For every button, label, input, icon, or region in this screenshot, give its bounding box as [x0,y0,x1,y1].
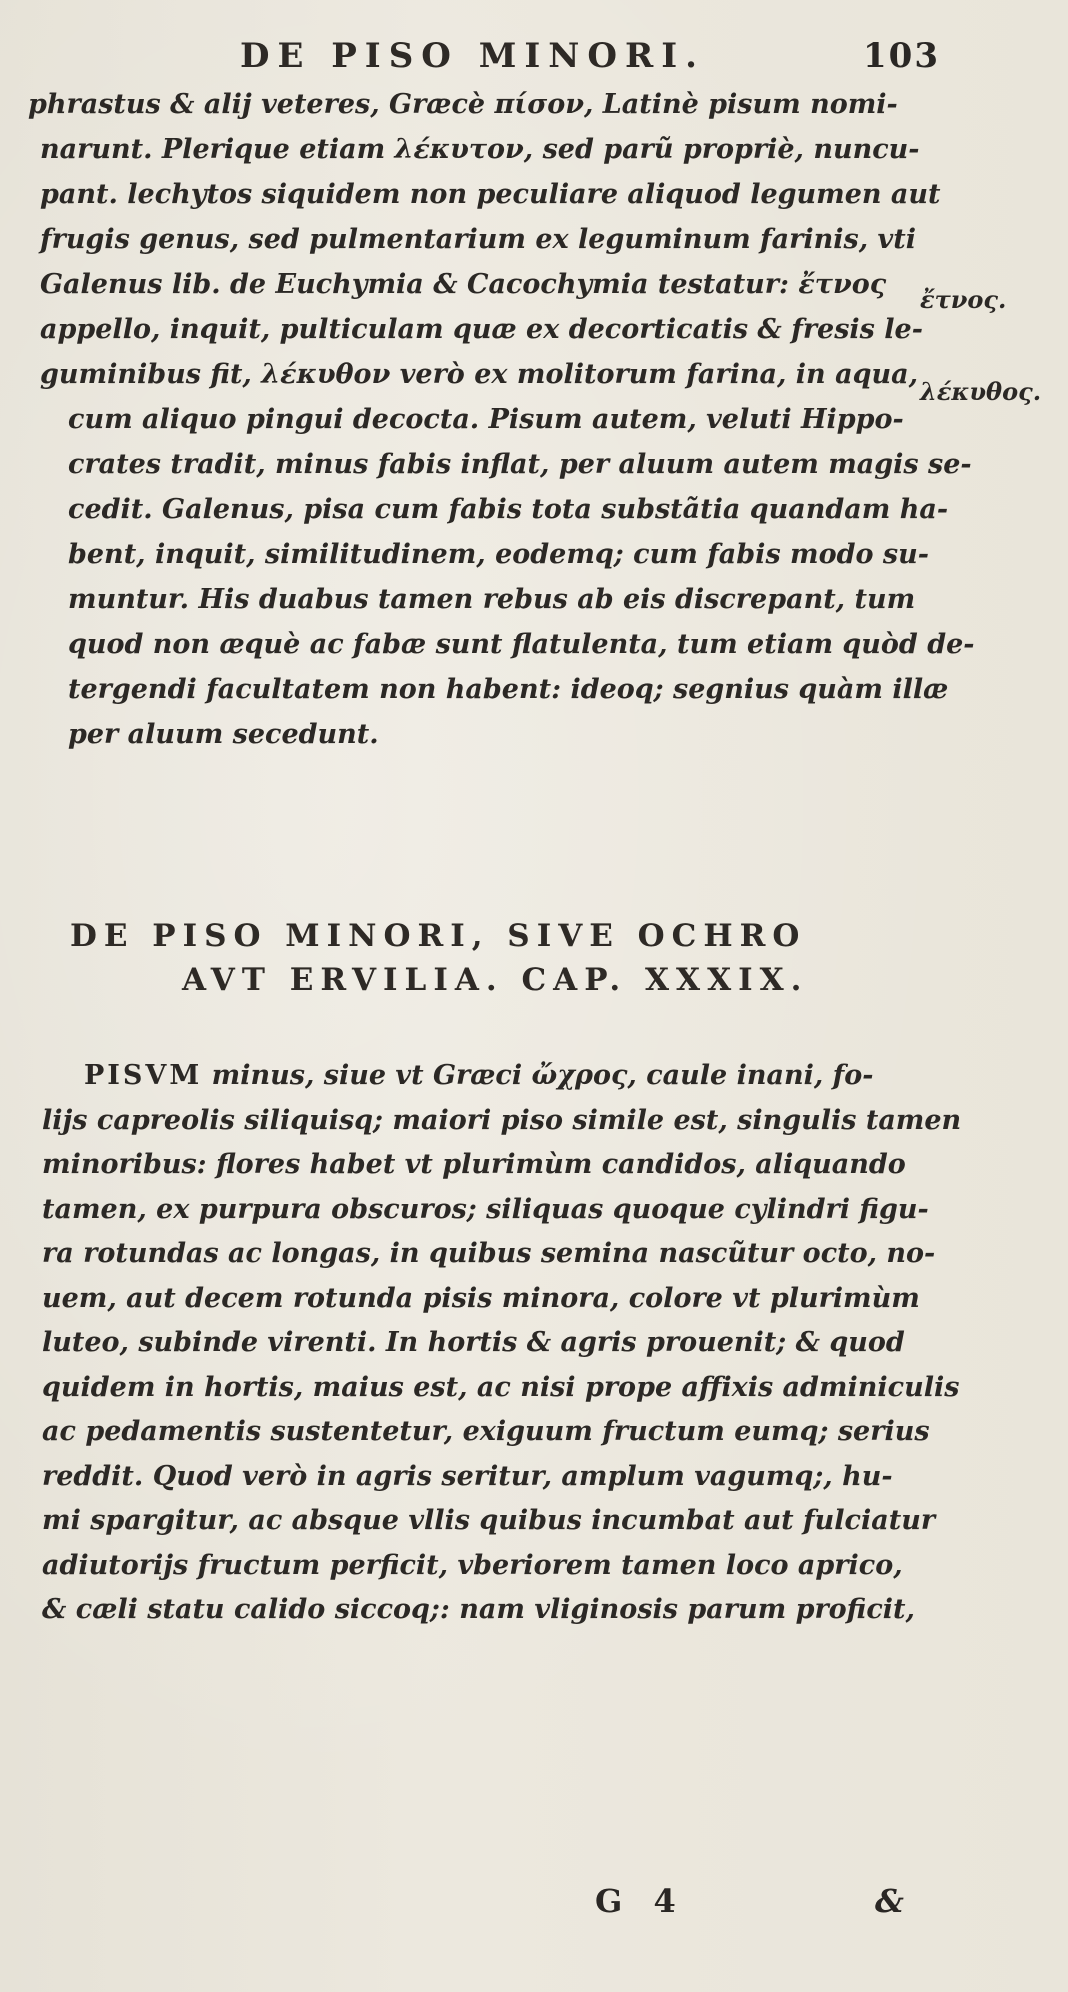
text-line: quod non æquè ac fabæ sunt flatulenta, tum etiam quòd de- [68,629,975,660]
text-line: lijs capreolis siliquisq; maiori piso simile est, singulis tamen [42,1104,962,1136]
chapter-heading [70,918,890,1006]
text-line: narunt. Plerique etiam λέκυτον, sed parũ propriè, nuncu- [40,134,920,165]
text-line: ac pedamentis sustentetur, exiguum fructum eumq; serius [42,1416,930,1447]
running-head: DE PISO MINORI. [240,36,705,76]
text-line: adiutorijs fructum perficit, vberiorem tamen loco aprico, [42,1549,903,1581]
text-line: bent, inquit, similitudinem, eodemq; cum fabis modo su- [68,539,929,570]
text-line: ra rotundas ac longas, in quibus semina nascũtur octo, no- [42,1238,936,1269]
text-line: reddit. Quod verò in agris seritur, amplum vagumq;, hu- [42,1460,893,1492]
text-line: per aluum secedunt. [68,719,379,750]
text-line: mi spargitur, ac absque vllis quibus incumbat aut fulciatur [42,1505,936,1536]
text-line: cedit. Galenus, pisa cum fabis tota substãtia quandam ha- [68,494,949,525]
text-line: tergendi facultatem non habent: ideoq; segnius quàm illæ [68,674,949,705]
text-line: & cæli statu calido siccoq;: nam vliginosis parum proficit, [42,1594,915,1625]
chapter-first-line-text: minus, siue vt Græci ὤχρος, caule inani, fo- [202,1060,874,1091]
chapter-first-line [42,1054,922,1099]
text-line: crates tradit, minus fabis inflat, per aluum autem magis se- [68,449,972,480]
chapter-heading-line-2: AVT ERVILIA. CAP. XXXIX. [182,962,809,998]
chapter-heading-line-1: DE PISO MINORI, SIVE OCHRO [70,918,807,954]
text-line: guminibus fit, λέκυθον verò ex molitorum farina, in aqua, [40,359,918,390]
text-line: frugis genus, sed pulmentarium ex leguminum farinis, vti [40,224,916,255]
text-line: quidem in hortis, maius est, ac nisi prope affixis adminiculis [42,1371,960,1403]
text-line: Galenus lib. de Euchymia & Cacochymia testatur: ἔτνος [40,269,887,300]
text-line: phrastus & alij veteres, Græcè πίσον, Latinè pisum nomi- [28,89,898,120]
text-line: luteo, subinde virenti. In hortis & agris prouenit; & quod [42,1327,905,1358]
margin-note-etnos: ἔτνος. [920,285,1007,314]
text-line: pant. lechytos siquidem non peculiare aliquod legumen aut [40,179,941,210]
signature-mark: G 4 [595,1882,686,1920]
page-footer [0,1882,1068,1930]
text-line: muntur. His duabus tamen rebus ab eis discrepant, tum [68,584,916,615]
text-line: minoribus: flores habet vt plurimùm candidos, aliquando [42,1149,906,1180]
text-line: tamen, ex purpura obscuros; siliquas quoque cylindri figu- [42,1193,929,1225]
chapter-initial-word: PISVM [84,1060,203,1091]
page-header [240,36,940,80]
margin-note-lekythos: λέκυθος. [920,377,1042,406]
page-number: 103 [863,36,940,76]
body-text [28,82,975,757]
chapter-text [42,1054,962,1633]
text-line: appello, inquit, pulticulam quæ ex decorticatis & fresis le- [40,314,923,345]
catchword: & [875,1882,904,1920]
text-line: uem, aut decem rotunda pisis minora, colore vt plurimùm [42,1282,920,1314]
text-line: cum aliquo pingui decocta. Pisum autem, veluti Hippo- [68,404,904,435]
